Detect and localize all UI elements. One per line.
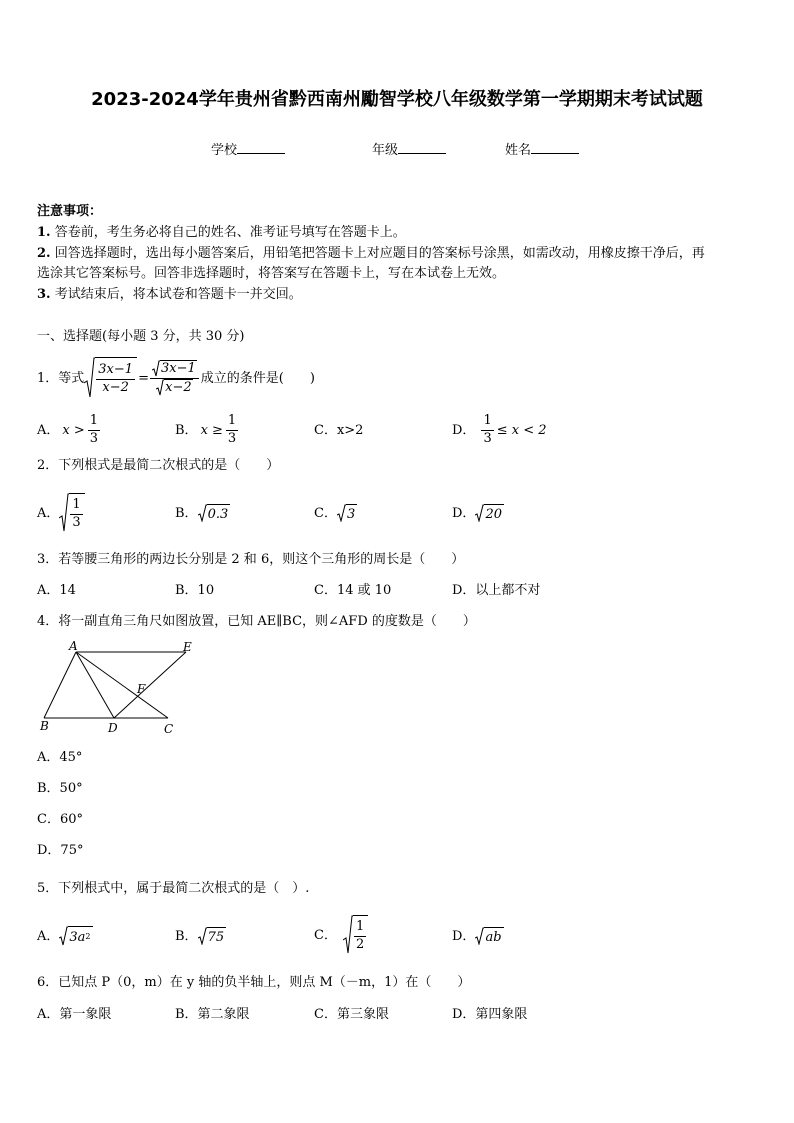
option-label: B． (175, 928, 198, 944)
segment-DE (114, 652, 186, 718)
option-label: A． (37, 928, 60, 944)
q6-option-c: C．第三象限 (314, 1007, 389, 1022)
radical-sign-icon (198, 927, 207, 945)
q1-option-a (37, 412, 100, 448)
sqrt-one-half (343, 915, 368, 955)
radicand: 3a (69, 929, 86, 945)
sqrt-expression (59, 926, 92, 946)
q2-option-d (452, 503, 504, 523)
radicand: 0.3 (207, 504, 231, 522)
sqrt-expression (337, 504, 357, 522)
label-D: D (108, 721, 118, 735)
radicand: 20 (484, 504, 504, 522)
section-heading: 一、选择题(每小题 3 分，共 30 分) (37, 329, 245, 344)
q6-option-b: B．第二象限 (175, 1007, 250, 1022)
grade-blank (398, 142, 446, 154)
option-label: A． (37, 505, 60, 521)
q1-prefix: 1．等式 (37, 370, 85, 386)
option-label: D． (452, 928, 476, 944)
question-1 (37, 356, 315, 400)
numerator: 1 (481, 413, 493, 430)
label-C: C (164, 722, 174, 736)
radical-sign-icon (156, 379, 164, 396)
notice-text: 答卷前，考生务必将自己的姓名、准考证号填写在答题卡上。 (54, 225, 406, 240)
question-5: 5．下列根式中，属于最简二次根式的是（ ）. (37, 881, 310, 896)
radical-sign-icon (475, 504, 484, 522)
denominator: 3 (227, 430, 237, 446)
option-label: A． (37, 422, 60, 438)
numerator: 1 (88, 413, 100, 430)
sqrt-expression (198, 504, 231, 522)
fraction-one-third (226, 413, 238, 447)
q3-option-a: A．14 (37, 583, 76, 598)
radicand: 3 (346, 504, 357, 522)
q4-triangle-figure (36, 640, 206, 740)
option-label: B． (175, 505, 198, 521)
denominator: 3 (89, 430, 99, 446)
notice-item-3 (37, 288, 302, 301)
school-blank (237, 142, 285, 154)
school-label: 学校 (211, 143, 238, 158)
segment-AD (76, 652, 114, 718)
q1-d-relation: ≤ x < 2 (496, 422, 547, 438)
q1-a-relation: x > (62, 422, 85, 438)
denominator: 3 (483, 430, 492, 446)
label-E: E (183, 640, 192, 654)
exponent: 2 (85, 932, 91, 941)
school-field (211, 142, 285, 157)
notice-num: 3. (37, 287, 51, 302)
denominator: 3 (72, 514, 81, 530)
sqrt-expression (475, 504, 504, 522)
q4-option-d: D．75° (37, 843, 84, 858)
radical-sign-icon (59, 926, 68, 946)
q5-option-a (37, 925, 93, 947)
radical-sign-icon (343, 915, 353, 955)
q3-option-d: D．以上都不对 (452, 583, 541, 598)
q1-fraction-of-roots (150, 360, 199, 396)
q1-sqrt-fraction (84, 357, 137, 399)
q3-option-c: C．14 或 10 (314, 583, 392, 598)
numerator: 1 (226, 413, 238, 430)
notice-text: 回答选择题时，选出每小题答案后，用铅笔把答题卡上对应题目的答案标号涂黑，如需改动，用橡皮擦干净后，再 (54, 246, 705, 261)
segment-AB (44, 652, 76, 718)
option-label: C． (314, 505, 337, 521)
radical-sign-icon (152, 360, 160, 377)
q2-option-c (314, 503, 357, 523)
option-label: C． (314, 927, 337, 943)
q4-option-b: B．50° (37, 781, 83, 796)
q4-option-a: A．45° (37, 750, 83, 765)
segment-AC (76, 652, 168, 718)
option-label: B． (175, 422, 198, 438)
name-label: 姓名 (505, 143, 532, 158)
question-6: 6．已知点 P（0，m）在 y 轴的负半轴上，则点 M（－m，1）在（ ） (37, 975, 471, 990)
question-3: 3．若等腰三角形的两边长分别是 2 和 6，则这个三角形的周长是（ ） (37, 552, 465, 567)
q3-option-b: B．10 (175, 583, 215, 598)
q1-numerator: 3x−1 (96, 362, 135, 379)
q5-option-c (314, 914, 368, 956)
grade-label: 年级 (372, 143, 399, 158)
q5-option-d (452, 926, 504, 946)
radical-sign-icon (337, 504, 346, 522)
q1-option-c: C．x>2 (314, 423, 364, 438)
radical-sign-icon (198, 504, 207, 522)
q6-option-d: D．第四象限 (452, 1007, 528, 1022)
question-2: 2．下列根式是最简二次根式的是（ ） (37, 458, 280, 473)
label-F: F (137, 682, 146, 696)
sqrt-one-third (59, 493, 84, 533)
q1-denominator: x−2 (102, 379, 129, 395)
notice-num: 2. (37, 246, 51, 261)
denominator: 2 (355, 936, 365, 952)
name-field (505, 142, 579, 157)
notice-item-1 (37, 226, 406, 239)
grade-field (372, 142, 446, 157)
numerator: 1 (70, 497, 82, 514)
question-4: 4．将一副直角三角尺如图放置，已知 AE∥BC，则∠AFD 的度数是（ ） (37, 614, 476, 629)
q1-suffix: 成立的条件是( ) (200, 370, 315, 386)
option-label: D． (452, 505, 476, 521)
q6-option-a: A．第一象限 (37, 1007, 112, 1022)
q4-option-c: C．60° (37, 812, 83, 827)
q5-option-b (175, 926, 226, 946)
notice-text: 考试结束后，将本试卷和答题卡一并交回。 (54, 287, 302, 302)
notice-item-2 (37, 247, 705, 260)
q2-option-a (37, 492, 85, 534)
q1-b-relation: x ≥ (200, 422, 223, 438)
q1-option-d (452, 412, 547, 448)
radicand: ab (484, 927, 503, 945)
label-A: A (69, 640, 78, 653)
radical-sign-icon (84, 357, 95, 399)
sqrt-expression (198, 927, 227, 945)
label-B: B (40, 719, 49, 733)
radical-sign-icon (59, 493, 69, 533)
name-blank (531, 142, 579, 154)
q1-option-b (175, 412, 238, 448)
notice-heading: 注意事项： (37, 204, 103, 219)
fraction-one-third (88, 413, 100, 447)
q2-option-b (175, 503, 230, 523)
fraction-one-third (481, 413, 493, 447)
q1-equals: = (138, 370, 149, 386)
q1-root-denominator: x−2 (165, 379, 192, 395)
q1-root-numerator: 3x−1 (160, 361, 196, 377)
radicand: 75 (207, 927, 227, 945)
notice-num: 1. (37, 225, 51, 240)
radical-sign-icon (475, 927, 484, 945)
numerator: 1 (354, 919, 366, 936)
notice-item-2-cont: 选涂其它答案标号。回答非选择题时，将答案写在答题卡上，写在本试卷上无效。 (37, 266, 506, 281)
sqrt-expression (475, 927, 503, 945)
option-label: D． (452, 422, 476, 438)
page-title: 2023-2024学年贵州省黔西南州勵智学校八年级数学第一学期期末考试试题 (91, 89, 703, 110)
